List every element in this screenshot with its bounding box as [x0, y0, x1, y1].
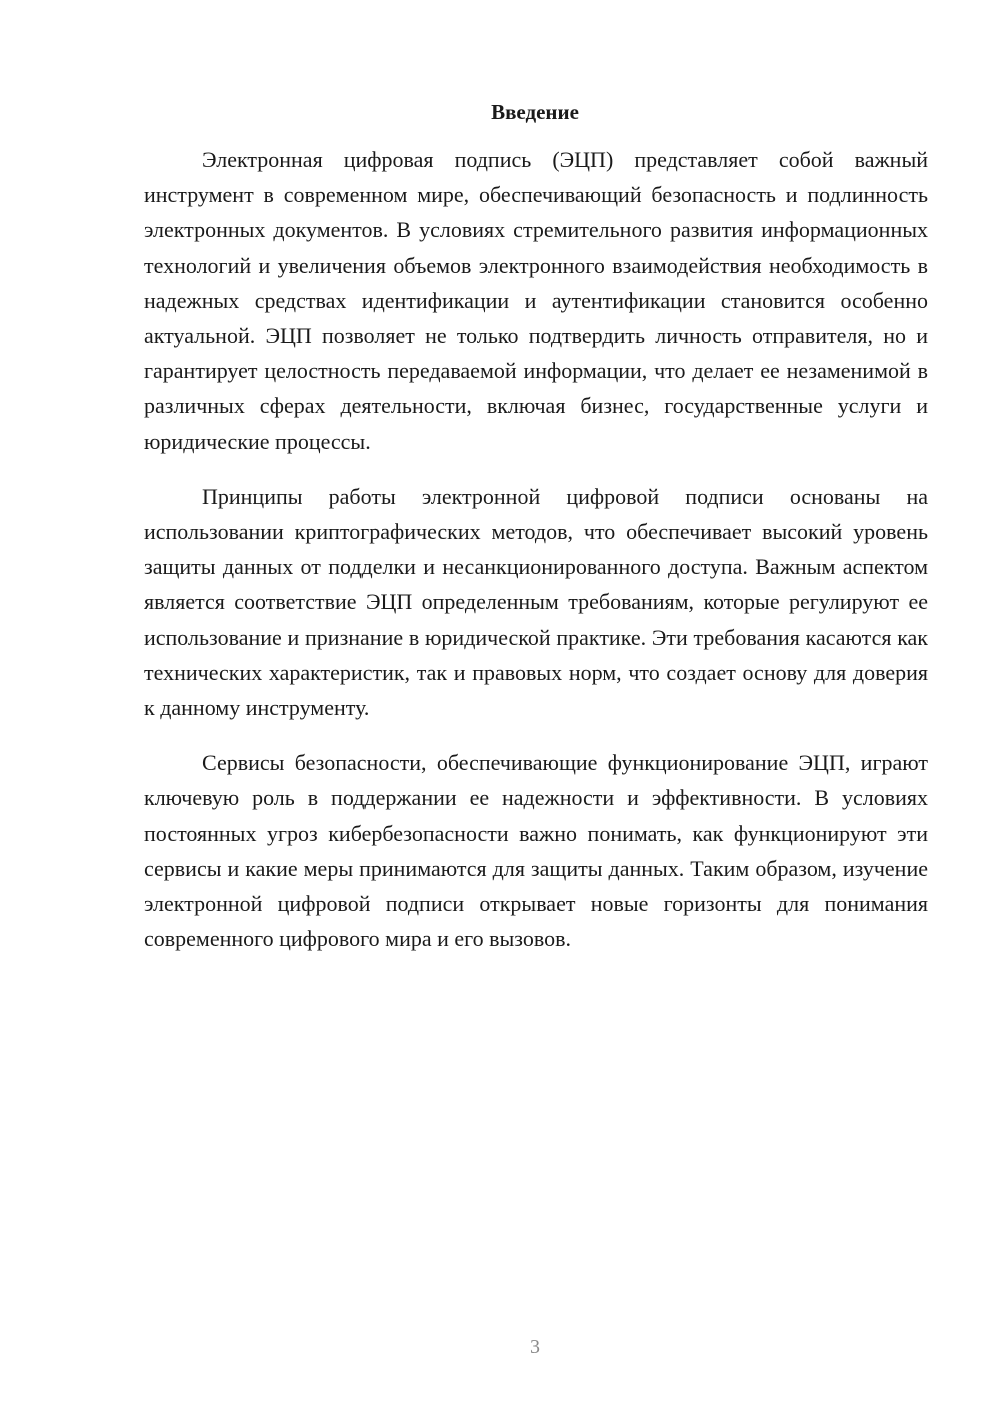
- paragraph-2: Принципы работы электронной цифровой подписи основаны на использовании криптографических методов, что обеспечивает высокий уровень защиты данных от подделки и несанкционированного доступа. Важным аспектом является соответствие ЭЦП определенным требованиям, которые регулируют ее использование и признание в юридической практике. Эти требования касаются как технических характеристик, так и правовых норм, что создает основу для доверия к данному инструменту.: [144, 483, 928, 721]
- page-number: 3: [530, 1336, 540, 1358]
- section-title: Введение: [491, 100, 579, 124]
- body-text: [144, 142, 928, 976]
- paragraph-1: Электронная цифровая подпись (ЭЦП) представляет собой важный инструмент в современном мире, обеспечивающий безопасность и подлинность электронных документов. В условиях стремительного развития информационных технологий и увеличения объемов электронного взаимодействия необходимость в надежных средствах идентификации и аутентификации становится особенно актуальной. ЭЦП позволяет не только подтвердить личность отправителя, но и гарантирует целостность передаваемой информации, что делает ее незаменимой в различных сферах деятельности, включая бизнес, государственные услуги и юридические процессы.: [144, 147, 928, 454]
- paragraph-3: Сервисы безопасности, обеспечивающие функционирование ЭЦП, играют ключевую роль в поддержании ее надежности и эффективности. В условиях постоянных угроз кибербезопасности важно понимать, как функционируют эти сервисы и какие меры принимаются для защиты данных. Таким образом, изучение электронной цифровой подписи открывает новые горизонты для понимания современного цифрового мира и его вызовов.: [144, 750, 928, 952]
